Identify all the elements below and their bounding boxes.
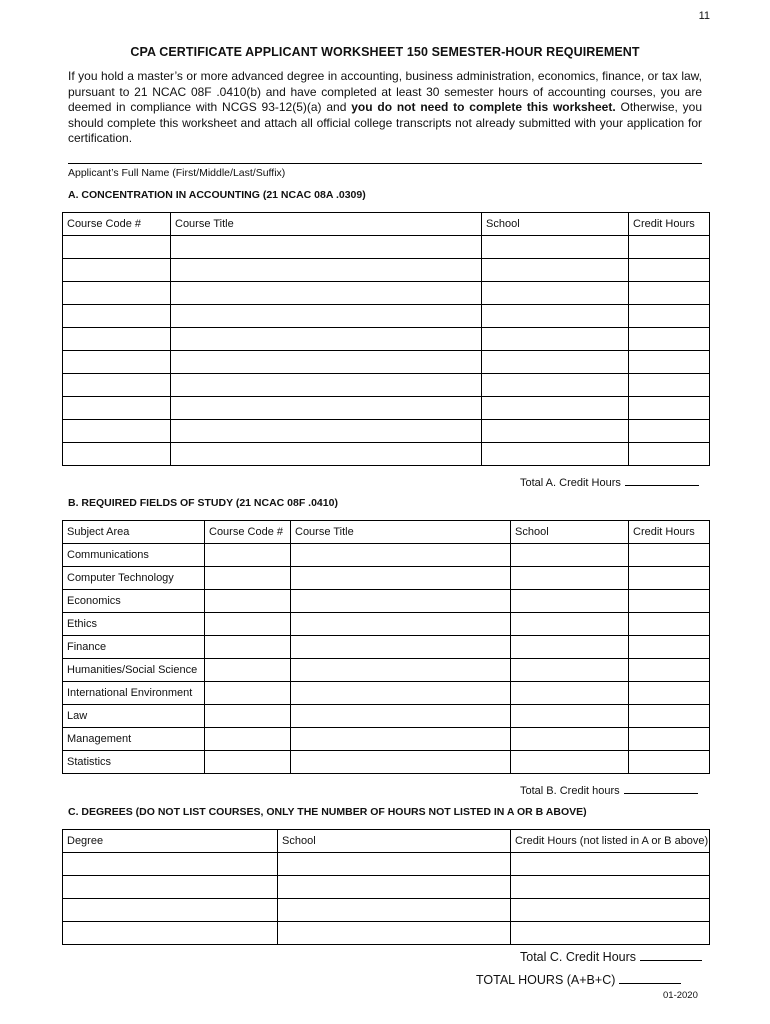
- credit-hours-cell[interactable]: [629, 305, 710, 328]
- applicant-name-label: Applicant’s Full Name (First/Middle/Last/Suffix): [68, 167, 286, 179]
- course-title-cell[interactable]: [291, 544, 511, 567]
- course-title-cell[interactable]: [171, 305, 482, 328]
- credit-hours-cell[interactable]: [629, 374, 710, 397]
- credit-hours-cell[interactable]: [629, 259, 710, 282]
- credit-hours-cell[interactable]: [629, 751, 710, 774]
- course-code-cell[interactable]: [205, 728, 291, 751]
- school-cell[interactable]: [278, 922, 511, 945]
- course-title-cell[interactable]: [171, 259, 482, 282]
- credit-hours-cell[interactable]: [511, 899, 710, 922]
- credit-hours-cell[interactable]: [629, 728, 710, 751]
- course-code-cell[interactable]: [63, 397, 171, 420]
- subject-area-cell: Communications: [63, 544, 205, 567]
- school-cell[interactable]: [482, 259, 629, 282]
- subject-area-cell: International Environment: [63, 682, 205, 705]
- revision-date: 01-2020: [663, 990, 698, 1001]
- subject-area-cell: Humanities/Social Science: [63, 659, 205, 682]
- table-row: [63, 853, 710, 876]
- credit-hours-cell[interactable]: [629, 544, 710, 567]
- course-title-cell[interactable]: [171, 420, 482, 443]
- total-a: [520, 475, 699, 489]
- course-code-cell[interactable]: [205, 751, 291, 774]
- course-title-cell[interactable]: [291, 682, 511, 705]
- school-cell[interactable]: [278, 899, 511, 922]
- table-row: [63, 590, 710, 613]
- credit-hours-cell[interactable]: [629, 351, 710, 374]
- page-title: CPA CERTIFICATE APPLICANT WORKSHEET 150 SEMESTER-HOUR REQUIREMENT: [130, 45, 640, 59]
- page-number: 11: [698, 10, 710, 22]
- table-row: [63, 636, 710, 659]
- column-header: Degree: [63, 830, 278, 853]
- course-code-cell[interactable]: [63, 443, 171, 466]
- table-row: [63, 613, 710, 636]
- school-cell[interactable]: [511, 544, 629, 567]
- school-cell[interactable]: [511, 636, 629, 659]
- table-row: [63, 236, 710, 259]
- total-b: [520, 783, 698, 797]
- total-c: [520, 950, 702, 964]
- school-cell[interactable]: [482, 328, 629, 351]
- column-header: Credit Hours (not listed in A or B above): [511, 830, 710, 853]
- course-code-cell[interactable]: [205, 544, 291, 567]
- table-row: [63, 922, 710, 945]
- table-row: [63, 328, 710, 351]
- total-hours-field[interactable]: [619, 973, 681, 984]
- credit-hours-cell[interactable]: [629, 613, 710, 636]
- table-row: [63, 282, 710, 305]
- course-title-cell[interactable]: [291, 659, 511, 682]
- course-code-cell[interactable]: [63, 374, 171, 397]
- table-header-row: [63, 213, 710, 236]
- course-title-cell[interactable]: [171, 351, 482, 374]
- course-code-cell[interactable]: [63, 305, 171, 328]
- total-a-field[interactable]: [625, 475, 699, 486]
- school-cell[interactable]: [278, 876, 511, 899]
- course-title-cell[interactable]: [291, 728, 511, 751]
- school-cell[interactable]: [511, 567, 629, 590]
- intro-bold-text: you do not need to complete this worksheet.: [351, 100, 616, 114]
- school-cell[interactable]: [482, 397, 629, 420]
- credit-hours-cell[interactable]: [629, 705, 710, 728]
- school-cell[interactable]: [482, 443, 629, 466]
- school-cell[interactable]: [511, 682, 629, 705]
- section-c-table: [62, 829, 710, 945]
- column-header: Course Code #: [63, 213, 171, 236]
- course-title-cell[interactable]: [171, 236, 482, 259]
- course-title-cell[interactable]: [291, 567, 511, 590]
- subject-area-cell: Computer Technology: [63, 567, 205, 590]
- credit-hours-cell[interactable]: [511, 876, 710, 899]
- course-code-cell[interactable]: [63, 328, 171, 351]
- school-cell[interactable]: [482, 420, 629, 443]
- degree-cell[interactable]: [63, 853, 278, 876]
- total-hours-label: TOTAL HOURS (A+B+C): [476, 973, 616, 987]
- school-cell[interactable]: [482, 305, 629, 328]
- applicant-name-field[interactable]: [68, 163, 702, 164]
- subject-area-cell: Finance: [63, 636, 205, 659]
- course-title-cell[interactable]: [291, 751, 511, 774]
- column-header: School: [511, 521, 629, 544]
- section-a-table: [62, 212, 710, 466]
- credit-hours-cell[interactable]: [629, 236, 710, 259]
- course-title-cell[interactable]: [291, 613, 511, 636]
- course-code-cell[interactable]: [63, 420, 171, 443]
- column-header: Course Title: [291, 521, 511, 544]
- school-cell[interactable]: [511, 613, 629, 636]
- table-row: [63, 876, 710, 899]
- intro-text-1: If you hold a master’s or more advanced degree in accounting, business administration, economics, finance, or tax law, pursuant to 21 NCAC 08F .0410(b) and have completed at least 30 semester hours of accounting courses, you are deemed in compliance with NCGS 93-12(5)(a) and: [68, 69, 702, 114]
- course-title-cell[interactable]: [171, 282, 482, 305]
- school-cell[interactable]: [511, 590, 629, 613]
- subject-area-cell: Ethics: [63, 613, 205, 636]
- school-cell[interactable]: [482, 374, 629, 397]
- school-cell[interactable]: [482, 282, 629, 305]
- school-cell[interactable]: [511, 705, 629, 728]
- credit-hours-cell[interactable]: [629, 397, 710, 420]
- table-row: [63, 420, 710, 443]
- course-title-cell[interactable]: [291, 705, 511, 728]
- credit-hours-cell[interactable]: [629, 567, 710, 590]
- course-code-cell[interactable]: [205, 613, 291, 636]
- credit-hours-cell[interactable]: [629, 659, 710, 682]
- degree-cell[interactable]: [63, 922, 278, 945]
- table-row: [63, 728, 710, 751]
- table-row: [63, 544, 710, 567]
- table-row: [63, 259, 710, 282]
- course-title-cell[interactable]: [171, 374, 482, 397]
- degree-cell[interactable]: [63, 876, 278, 899]
- degree-cell[interactable]: [63, 899, 278, 922]
- credit-hours-cell[interactable]: [511, 922, 710, 945]
- column-header: Subject Area: [63, 521, 205, 544]
- course-code-cell[interactable]: [63, 236, 171, 259]
- course-title-cell[interactable]: [171, 443, 482, 466]
- school-cell[interactable]: [511, 659, 629, 682]
- course-code-cell[interactable]: [63, 259, 171, 282]
- course-code-cell[interactable]: [205, 636, 291, 659]
- table-header-row: [63, 521, 710, 544]
- total-c-field[interactable]: [640, 950, 702, 961]
- subject-area-cell: Statistics: [63, 751, 205, 774]
- total-a-label: Total A. Credit Hours: [520, 477, 621, 489]
- credit-hours-cell[interactable]: [629, 590, 710, 613]
- subject-area-cell: Law: [63, 705, 205, 728]
- column-header: Course Title: [171, 213, 482, 236]
- intro-paragraph: [68, 69, 702, 147]
- total-c-label: Total C. Credit Hours: [520, 950, 637, 964]
- column-header: School: [482, 213, 629, 236]
- table-row: [63, 305, 710, 328]
- table-row: [63, 374, 710, 397]
- subject-area-cell: Economics: [63, 590, 205, 613]
- credit-hours-cell[interactable]: [629, 328, 710, 351]
- total-b-label: Total B. Credit hours: [520, 785, 620, 797]
- course-code-cell[interactable]: [205, 567, 291, 590]
- course-title-cell[interactable]: [291, 590, 511, 613]
- column-header: School: [278, 830, 511, 853]
- credit-hours-cell[interactable]: [629, 443, 710, 466]
- table-row: [63, 705, 710, 728]
- credit-hours-cell[interactable]: [629, 282, 710, 305]
- course-code-cell[interactable]: [205, 590, 291, 613]
- course-code-cell[interactable]: [205, 659, 291, 682]
- table-row: [63, 443, 710, 466]
- intro-text-2: Otherwise, you should complete this worksheet and attach all official college transcripts not already submitted with your application for certification.: [68, 100, 703, 145]
- subject-area-cell: Management: [63, 728, 205, 751]
- course-code-cell[interactable]: [63, 282, 171, 305]
- school-cell[interactable]: [482, 351, 629, 374]
- course-title-cell[interactable]: [291, 636, 511, 659]
- table-row: [63, 659, 710, 682]
- table-row: [63, 351, 710, 374]
- course-code-cell[interactable]: [63, 351, 171, 374]
- course-code-cell[interactable]: [205, 705, 291, 728]
- section-a-heading: A. CONCENTRATION IN ACCOUNTING (21 NCAC 08A .0309): [68, 189, 366, 201]
- column-header: Course Code #: [205, 521, 291, 544]
- table-row: [63, 682, 710, 705]
- credit-hours-cell[interactable]: [629, 420, 710, 443]
- credit-hours-cell[interactable]: [629, 636, 710, 659]
- column-header: Credit Hours: [629, 213, 710, 236]
- section-b-heading: B. REQUIRED FIELDS OF STUDY (21 NCAC 08F .0410): [68, 497, 338, 509]
- course-title-cell[interactable]: [171, 397, 482, 420]
- credit-hours-cell[interactable]: [629, 682, 710, 705]
- school-cell[interactable]: [511, 751, 629, 774]
- school-cell[interactable]: [482, 236, 629, 259]
- table-row: [63, 567, 710, 590]
- course-title-cell[interactable]: [171, 328, 482, 351]
- column-header: Credit Hours: [629, 521, 710, 544]
- school-cell[interactable]: [278, 853, 511, 876]
- table-row: [63, 899, 710, 922]
- school-cell[interactable]: [511, 728, 629, 751]
- table-row: [63, 397, 710, 420]
- credit-hours-cell[interactable]: [511, 853, 710, 876]
- total-b-field[interactable]: [624, 783, 698, 794]
- total-hours: [476, 973, 681, 987]
- table-header-row: [63, 830, 710, 853]
- course-code-cell[interactable]: [205, 682, 291, 705]
- table-row: [63, 751, 710, 774]
- section-c-heading: C. DEGREES (DO NOT LIST COURSES, ONLY THE NUMBER OF HOURS NOT LISTED IN A OR B ABOVE): [68, 806, 587, 818]
- section-b-table: [62, 520, 710, 774]
